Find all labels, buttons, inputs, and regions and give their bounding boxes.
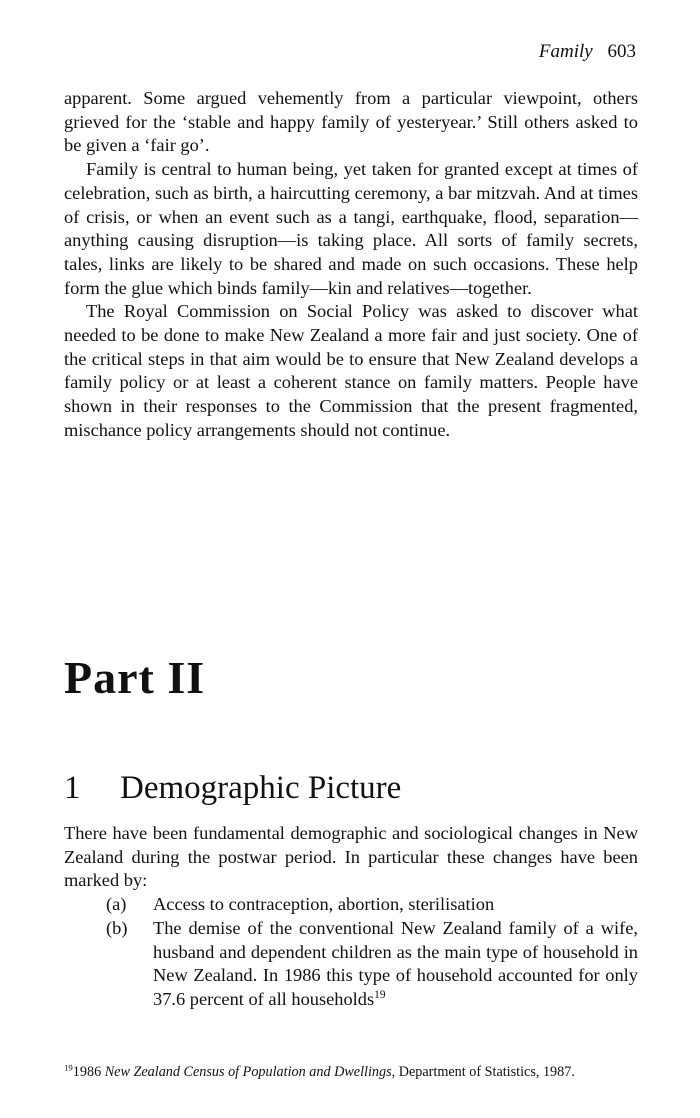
footnote-year: 1986 [72, 1064, 102, 1080]
page-number: 603 [607, 41, 636, 62]
paragraph: The Royal Commission on Social Policy was asked to discover what needed to be done to make New Zealand a more fair and just society. One of the critical steps in that aim would be to ensure that New Zealand develops a family policy or at least a coherent stance on family matters. People have shown in their responses to the Commission that the present fragmented, mischance policy arrangements should not continue. [64, 301, 638, 440]
list-item [64, 893, 638, 917]
running-head [539, 40, 636, 64]
footnote-reference[interactable]: 19 [374, 988, 386, 1001]
paragraph: Family is central to human being, yet taken for granted except at times of celebration, such as birth, a haircutting ceremony, a bar mitzvah. And at times of crisis, or when an event such as a tangi, earthquake, flood, separation—anything causing disruption—is taking place. All sorts of family secrets, tales, links are likely to be shared and made on such occasions. These help form the glue which binds family—kin and relatives—together. [64, 159, 638, 298]
intro-text [64, 87, 638, 443]
section-text [64, 822, 638, 1012]
section-heading [64, 768, 401, 808]
footnote [64, 1062, 640, 1082]
section-title: Demographic Picture [120, 770, 402, 806]
list-item [64, 917, 638, 1012]
paragraph: apparent. Some argued vehemently from a particular viewpoint, others grieved for the ‘stable and happy family of yesteryear.’ Still others asked to be given a ‘fair go’. [64, 88, 638, 156]
list-item-marker: (a) [106, 894, 127, 915]
running-head-title: Family [538, 41, 593, 62]
part-heading: Part II [64, 652, 206, 703]
change-list [64, 893, 638, 1012]
section-number: 1 [64, 770, 81, 806]
footnote-number: 19 [64, 1062, 73, 1073]
footnote-publication-title: New Zealand Census of Population and Dwellings [104, 1064, 392, 1080]
list-item-text: The demise of the conventional New Zealand family of a wife, husband and dependent children as the main type of household in New Zealand. In 1986 this type of household accounted for only 37.6 percent of all households [153, 917, 638, 1009]
footnote-rest: , Department of Statistics, 1987. [391, 1064, 575, 1080]
section-lead-paragraph: There have been fundamental demographic and sociological changes in New Zealand during the postwar period. In particular these changes have been marked by: [64, 823, 638, 891]
list-item-marker: (b) [106, 917, 128, 938]
list-item-text: Access to contraception, abortion, sterilisation [153, 894, 495, 915]
